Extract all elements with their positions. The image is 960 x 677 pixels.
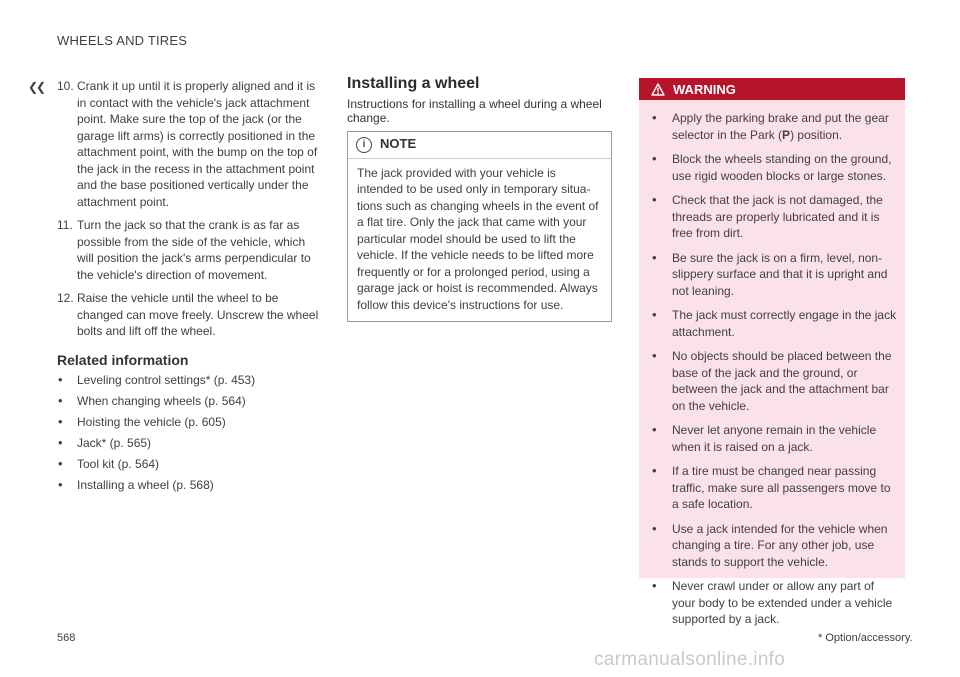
bullet-icon: • xyxy=(652,520,657,536)
bullet-icon: • xyxy=(652,422,657,437)
note-box xyxy=(347,131,612,323)
bullet-icon: • xyxy=(58,456,63,471)
related-link[interactable] xyxy=(57,477,323,494)
related-information-title: Related information xyxy=(57,351,189,368)
bullet-icon: • xyxy=(58,477,63,492)
related-link-text: Hoisting the vehicle (p. 605) xyxy=(77,415,226,429)
related-information-list xyxy=(57,372,323,494)
step-item xyxy=(57,290,323,340)
related-link[interactable] xyxy=(57,393,323,410)
bullet-icon: • xyxy=(652,151,657,166)
related-link-text: Jack* (p. 565) xyxy=(77,436,152,450)
step-number: 11. xyxy=(57,218,73,232)
bullet-icon: • xyxy=(652,463,657,478)
step-item xyxy=(57,78,323,210)
related-link-text: Installing a wheel (p. 568) xyxy=(77,478,214,492)
bullet-icon: • xyxy=(652,348,657,363)
step-text: Crank it up until it is properly aligned and it is in contact with the vehicle's jack attachment point. Make sure the top of the jack (or the garage lift arms) is correctly positioned in the attachment point, with the bump on the top of the jack in the recess in the attachment point and the base positioned vertically under the attachment point. xyxy=(77,79,318,209)
note-label: NOTE xyxy=(380,136,417,152)
related-link[interactable] xyxy=(57,456,323,473)
step-number: 10. xyxy=(57,79,74,93)
installing-wheel-intro: Instructions for installing a wheel during a wheel change. xyxy=(347,96,602,125)
warning-item-text: Never crawl under or allow any part of your body to be extended under a vehicle supported by a jack. xyxy=(672,579,893,626)
related-link-text: Leveling control settings* (p. 453) xyxy=(77,373,256,387)
related-link[interactable] xyxy=(57,372,323,389)
warning-item-text: Check that the jack is not damaged, the threads are properly lubricated and it is free from dirt. xyxy=(672,193,883,240)
related-link-text: When changing wheels (p. 564) xyxy=(77,394,246,408)
bullet-icon: • xyxy=(652,307,657,322)
warning-item-text: Use a jack intended for the vehicle when changing a tire. For any other job, use stands to support the vehicle. xyxy=(672,521,888,569)
related-link[interactable] xyxy=(57,414,323,431)
warning-item-text: Be sure the jack is on a firm, level, non-slippery surface and that it is upright and not leaning. xyxy=(672,250,888,298)
gear-position-label: P xyxy=(782,127,791,142)
warning-item xyxy=(651,250,897,300)
footnote: * Option/accessory. xyxy=(818,632,913,644)
bullet-icon: • xyxy=(652,249,657,265)
bullet-icon: • xyxy=(58,372,63,387)
warning-item-text: No objects should be placed between the base of the jack and the ground, or between the jack and the attachment bar on the vehicle. xyxy=(672,349,892,413)
info-icon: i xyxy=(356,137,372,153)
warning-item xyxy=(651,151,897,184)
warning-item-text: Block the wheels standing on the ground, use rigid wooden blocks or large stones. xyxy=(672,152,892,183)
installing-wheel-title: Installing a wheel xyxy=(347,75,480,92)
warning-item xyxy=(651,110,897,143)
steps-list xyxy=(57,78,323,340)
related-link-text: Tool kit (p. 564) xyxy=(77,457,160,471)
warning-item xyxy=(651,307,897,340)
bullet-icon: • xyxy=(652,578,657,593)
step-text: Turn the jack so that the crank is as far as possible from the side of the vehicle, which will position the jack's arms perpendicular to the vehicle's direction of movement. xyxy=(77,218,311,282)
warning-item-text: Never let anyone remain in the vehicle when it is raised on a jack. xyxy=(672,423,877,454)
left-column xyxy=(57,78,323,498)
step-text: Raise the vehicle until the wheel to be changed can move freely. Unscrew the wheel bolts and lift off the wheel. xyxy=(77,291,319,338)
warning-item-text: The jack must correctly engage in the jack attachment. xyxy=(672,308,897,339)
bullet-icon: • xyxy=(652,110,657,125)
warning-label: WARNING xyxy=(673,81,736,97)
warning-header xyxy=(639,78,905,100)
warning-item-text: Apply the parking brake and put the gear selector in the Park ( xyxy=(672,111,889,142)
step-number: 12. xyxy=(57,291,74,305)
middle-column xyxy=(347,76,612,322)
related-link[interactable] xyxy=(57,435,323,452)
warning-box xyxy=(639,78,905,626)
warning-item xyxy=(651,521,897,571)
bullet-icon: • xyxy=(58,393,63,408)
bullet-icon: • xyxy=(652,192,657,207)
warning-item-text: If a tire must be changed near passing traffic, make sure all passengers move to a safe location. xyxy=(672,464,891,511)
bullet-icon: • xyxy=(58,435,63,450)
warning-triangle-icon xyxy=(651,83,665,96)
warning-item xyxy=(651,422,897,455)
warning-body xyxy=(639,100,905,628)
note-header xyxy=(348,132,611,159)
warning-item-text-end: ) position. xyxy=(790,127,843,142)
note-text: The jack provided with your vehicle is intended to be used only in temporary situa-tions such as changing wheels in the event of a flat tire. Only the jack that came with your particular model should be used to lift the vehicle. If the vehicle needs to be lifted more frequently or for a prolonged period, using a garage jack or hoist is recommended. Always follow this device's instructions for use. xyxy=(357,165,599,312)
warning-list xyxy=(651,110,897,628)
page-number: 568 xyxy=(57,632,76,644)
back-navigation-icon[interactable]: ❮❮ xyxy=(28,80,45,94)
warning-item xyxy=(651,348,897,414)
warning-item xyxy=(651,578,897,628)
watermark: carmanualsonline.info xyxy=(594,649,786,670)
bullet-icon: • xyxy=(58,414,63,429)
step-item xyxy=(57,217,323,283)
warning-item xyxy=(651,463,897,513)
section-header: WHEELS AND TIRES xyxy=(57,33,188,48)
warning-item xyxy=(651,192,897,242)
